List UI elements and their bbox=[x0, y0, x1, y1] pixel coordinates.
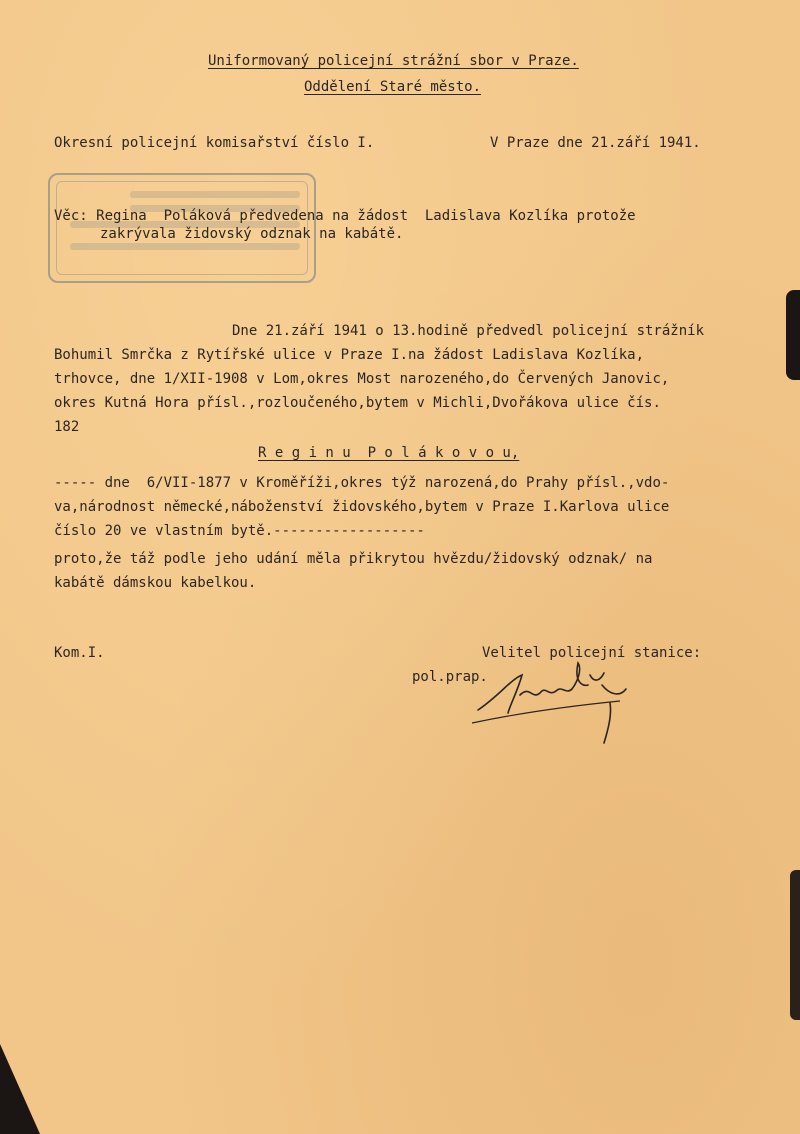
dark-edge-right-lower bbox=[790, 870, 800, 1020]
details-line-5: kabátě dámskou kabelkou. bbox=[54, 575, 257, 591]
subject-line-2: zakrývala židovský odznak na kabátě. bbox=[100, 226, 404, 242]
header-line-1: Uniformovaný policejní strážní sbor v Praze. bbox=[208, 53, 579, 69]
details-line-2: va,národnost německé,náboženství židovského,bytem v Praze I.Karlova ulice bbox=[54, 499, 670, 515]
commander-title: Velitel policejní stanice: bbox=[482, 645, 702, 661]
body-line-2: Bohumil Smrčka z Rytířské ulice v Praze I.na žádost Ladislava Kozlíka, bbox=[54, 347, 645, 363]
body-line-4: okres Kutná Hora přísl.,rozloučeného,bytem v Michli,Dvořákova ulice čís. bbox=[54, 395, 661, 411]
kom-label: Kom.I. bbox=[54, 645, 105, 661]
person-name: R e g i n u P o l á k o v o u, bbox=[258, 445, 520, 461]
body-line-3: trhovce, dne 1/XII-1908 v Lom,okres Most narozeného,do Červených Janovic, bbox=[54, 371, 670, 387]
dark-edge-right bbox=[786, 290, 800, 380]
rank-label: pol.prap. bbox=[412, 669, 488, 685]
details-line-1: ----- dne 6/VII-1877 v Kroměříži,okres týž narozená,do Prahy přísl.,vdo- bbox=[54, 475, 670, 491]
body-line-5: 182 bbox=[54, 419, 80, 435]
signature bbox=[470, 655, 640, 750]
header-line-2: Oddělení Staré město. bbox=[304, 79, 482, 95]
details-line-3: číslo 20 ve vlastním bytě.------------------ bbox=[54, 523, 425, 539]
subject-line-1: Věc: Regina Poláková předvedena na žádost Ladislava Kozlíka protože bbox=[54, 208, 636, 224]
details-line-4: proto,že táž podle jeho udání měla přikrytou hvězdu/židovský odznak/ na bbox=[54, 551, 653, 567]
dateline: V Praze dne 21.září 1941. bbox=[490, 135, 701, 151]
body-line-1: Dne 21.září 1941 o 13.hodině předvedl policejní strážník bbox=[232, 323, 705, 339]
dark-corner bbox=[0, 1044, 40, 1134]
office-line: Okresní policejní komisařství číslo I. bbox=[54, 135, 375, 151]
